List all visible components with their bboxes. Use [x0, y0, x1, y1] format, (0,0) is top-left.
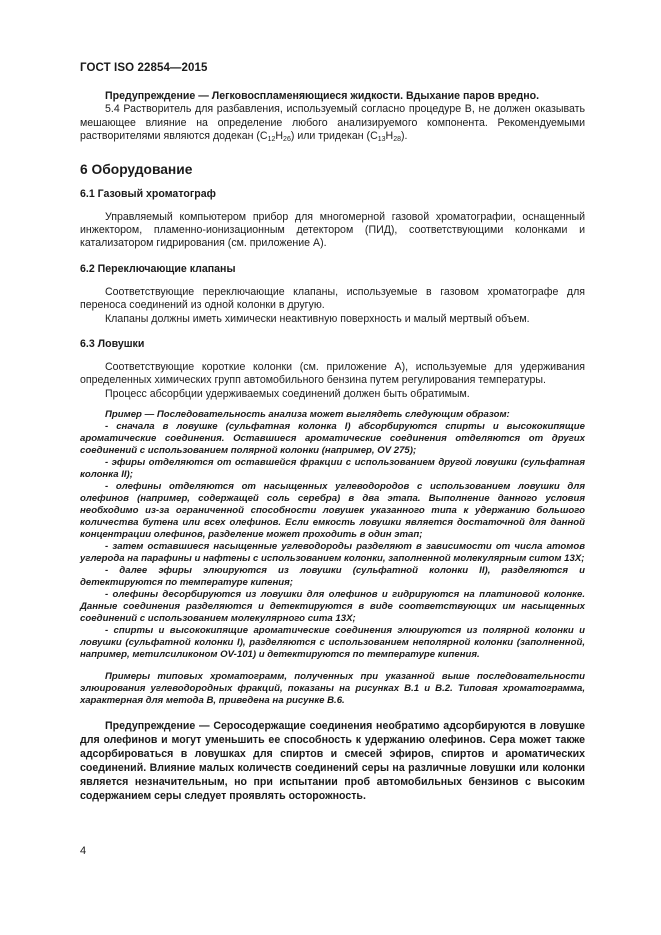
subsection-6-3-title: 6.3 Ловушки: [80, 338, 145, 351]
subsection-6-3-text-1: Соответствующие короткие колонки (см. приложение А), используемые для удерживания определенных химических групп автомобильного бензина путем регулирования температуры.: [80, 361, 585, 387]
warning-flammable: Предупреждение — Легковоспламеняющиеся жидкости. Вдыхание паров вредно.: [105, 90, 540, 102]
example-block: [80, 409, 585, 707]
section-6-title: 6 Оборудование: [80, 161, 193, 177]
page-content: [80, 90, 585, 803]
example-item: - олефины десорбируются из ловушки для олефинов и гидрируются на платиновой колонке. Данные соединения разделяются и детектируются в виде соответствующих им насыщенных соединений с использованием молекулярного сита 13X;: [80, 589, 585, 625]
paragraph-5-4: 5.4 Растворитель для разбавления, используемый согласно процедуре В, не должен оказывать мешающее влияние на определение любого анализируемого компонента. Рекомендуемыми растворителями являются додекан $(C_{12}H_{26})$ или тридекан $(C_{13}H_{28})$.: [80, 103, 585, 144]
subsection-6-2-title: 6.2 Переключающие клапаны: [80, 262, 236, 275]
page-number: 4: [80, 845, 87, 857]
example-item: - олефины отделяются от насыщенных углеводородов с использованием ловушки для олефинов (например, содержащей соль серебра) в два этапа. Выполнение данного условия необходимо из-за ограниченной способности ловушек указанного типа к удержанию большого количества бутена или всех олефинов. Если емкость ловушки является достаточной для данной концентрации олефинов, разделение может проходить в один этап;: [80, 481, 585, 541]
example-item: - эфиры отделяются от оставшейся фракции с использованием другой ловушки (сульфатная колонка II);: [80, 457, 585, 481]
subsection-6-2-text-1: Соответствующие переключающие клапаны, используемые в газовом хроматографе для переноса соединений из одной колонки в другую.: [80, 285, 585, 312]
subsection-6-1-text: Управляемый компьютером прибор для многомерной газовой хроматографии, оснащенный инжектором, пламенно-ионизационным детектором (ПИД), соответствующими колонками и катализатором гидрирования (см. приложение А).: [80, 210, 585, 250]
example-item: - затем оставшиеся насыщенные углеводороды разделяют в зависимости от числа атомов углерода на парафины и нафтены с использованием колонки, заполненной молекулярным ситом 13X;: [80, 541, 585, 565]
subsection-6-3-text-2: Процесс абсорбции удерживаемых соединений должен быть обратимым.: [105, 387, 470, 400]
example-intro: Пример — Последовательность анализа может выглядеть следующим образом:: [105, 409, 510, 421]
example-note: Примеры типовых хроматограмм, полученных при указанной выше последовательности элюирования углеводородных фракций, показаны на рисунках В.1 и В.2. Типовая хроматограмма, характерная для метода В, приведена на рисунке В.6.: [80, 671, 585, 707]
subsection-6-2-text-2: Клапаны должны иметь химически неактивную поверхность и малый мертвый объем.: [105, 312, 530, 325]
warning-sulfur: Предупреждение — Серосодержащие соединения необратимо адсорбируются в ловушке для олефинов и могут уменьшить ее способность к удержанию олефинов. Сера может также адсорбироваться в ловушках для спиртов и смесей эфиров, спиртов и ароматических соединений. Влияние малых количеств соединений серы на различные ловушки или колонки является незначительным, но при испытании проб автомобильных бензинов с высоким содержанием серы следует проявлять осторожность.: [80, 720, 585, 803]
subsection-6-1-title: 6.1 Газовый хроматограф: [80, 187, 216, 200]
example-item: - спирты и высококипящие ароматические соединения элюируются из полярной колонки и ловушки (сульфатной колонки I), разделяются с использованием неполярной колонки (заполненной, например, метилсиликоном OV-101) и детектируются по температуре кипения.: [80, 625, 585, 661]
example-item: - сначала в ловушке (сульфатная колонка I) абсорбируются спирты и высококипящие ароматические соединения. Оставшиеся ароматические соединения отделяются от других соединений с использованием полярной колонки (например, OV 275);: [80, 421, 585, 457]
example-item: - далее эфиры элюируются из ловушки (сульфатной колонки II), разделяются и детектируются по температуре кипения;: [80, 565, 585, 589]
document-header: ГОСТ ISO 22854—2015: [80, 62, 208, 74]
